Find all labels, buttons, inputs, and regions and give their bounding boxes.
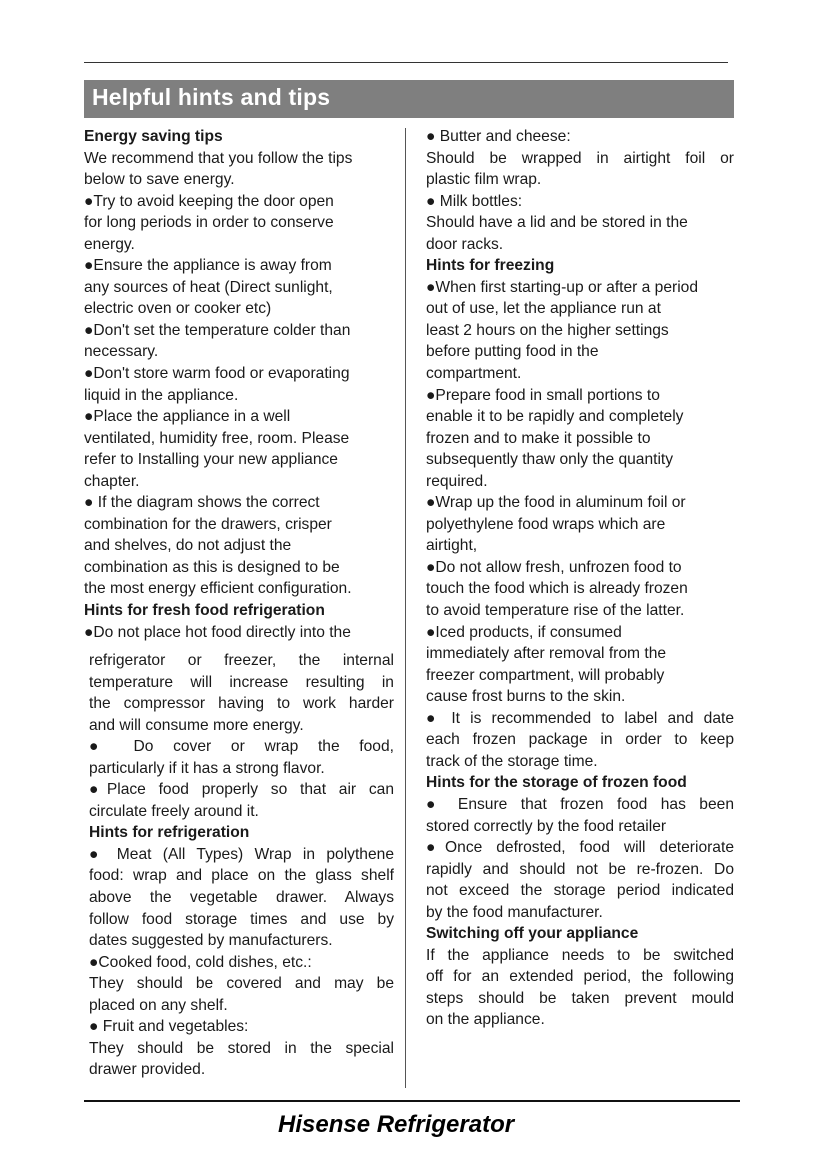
text-line: compartment. — [426, 365, 522, 383]
text-line: out of use, let the appliance run at — [426, 300, 661, 318]
text-line: not exceed the storage period indicated — [426, 882, 734, 900]
left-column-bottom — [89, 650, 394, 1081]
text-line: cause frost burns to the skin. — [426, 688, 626, 706]
footer-brand: Hisense Refrigerator — [278, 1111, 515, 1138]
text-line: chapter. — [84, 472, 140, 490]
text-line: door racks. — [426, 235, 504, 253]
text-line: ●Try to avoid keeping the door open — [84, 192, 334, 210]
text-line: ●Ensure the appliance is away from — [84, 257, 332, 275]
section-heading: Switching off your appliance — [426, 925, 639, 943]
section-heading: Hints for the storage of frozen food — [426, 774, 687, 792]
text-line: If the appliance needs to be switched — [426, 946, 734, 964]
section-banner — [84, 80, 734, 118]
text-line: dates suggested by manufacturers. — [89, 932, 333, 950]
column-divider — [405, 580, 406, 1088]
section-heading: Hints for refrigeration — [89, 824, 250, 842]
text-line: refer to Installing your new appliance — [84, 451, 338, 469]
bottom-rule — [84, 1100, 740, 1102]
text-line: steps should be taken prevent mould — [426, 989, 734, 1007]
text-line: ● Milk bottles: — [426, 192, 523, 210]
text-line: ●Don't store warm food or evaporating — [84, 365, 350, 383]
text-line: ●When first starting-up or after a period — [426, 278, 699, 296]
text-line: electric oven or cooker etc) — [84, 300, 272, 318]
text-line: They should be stored in the special — [89, 1039, 394, 1057]
text-line: We recommend that you follow the tips — [84, 149, 353, 167]
text-line: frozen and to make it possible to — [426, 429, 651, 447]
text-line: immediately after removal from the — [426, 645, 667, 663]
text-line: and will consume more energy. — [89, 716, 304, 734]
text-line: freezer compartment, will probably — [426, 666, 665, 684]
text-line: stored correctly by the food retailer — [426, 817, 667, 835]
text-line: food: wrap and place on the glass shelf — [89, 867, 394, 885]
text-line: on the appliance. — [426, 1011, 545, 1029]
text-line: before putting food in the — [426, 343, 599, 361]
text-line: rapidly and should not be re-frozen. Do — [426, 860, 734, 878]
text-line: ●Cooked food, cold dishes, etc.: — [89, 953, 312, 971]
text-line: track of the storage time. — [426, 752, 598, 770]
text-line: ● Meat (All Types) Wrap in polythene — [89, 845, 394, 863]
text-line: ● If the diagram shows the correct — [84, 494, 320, 512]
text-line: ● Fruit and vegetables: — [89, 1018, 249, 1036]
text-line: placed on any shelf. — [89, 996, 228, 1014]
text-line: ●Iced products, if consumed — [426, 623, 622, 641]
text-line: touch the food which is already frozen — [426, 580, 688, 598]
text-line: by the food manufacturer. — [426, 903, 603, 921]
text-line: temperature will increase resulting in — [89, 673, 394, 691]
text-line: circulate freely around it. — [89, 802, 259, 820]
text-line: ● Butter and cheese: — [426, 128, 571, 145]
text-line: enable it to be rapidly and completely — [426, 408, 684, 426]
text-line: below to save energy. — [84, 171, 235, 189]
text-line: drawer provided. — [89, 1061, 206, 1079]
text-line: above the vegetable drawer. Always — [89, 889, 394, 907]
text-line: ●Prepare food in small portions to — [426, 386, 660, 404]
page-title: Helpful hints and tips — [92, 84, 331, 110]
text-line: follow food storage times and use by — [89, 910, 394, 928]
text-line: necessary. — [84, 343, 159, 361]
text-line: subsequently thaw only the quantity — [426, 451, 674, 469]
text-line: refrigerator or freezer, the internal — [89, 652, 394, 669]
text-line: the most energy efficient configuration. — [84, 580, 352, 598]
text-line: ventilated, humidity free, room. Please — [84, 429, 350, 447]
section-heading: Hints for freezing — [426, 257, 555, 275]
text-line: ●Place food properly so that air can — [89, 781, 394, 799]
text-line: ●Do not place hot food directly into the — [84, 623, 351, 641]
text-line: ● Ensure that frozen food has been — [426, 795, 734, 813]
text-line: ●Wrap up the food in aluminum foil or — [426, 494, 686, 512]
text-line: any sources of heat (Direct sunlight, — [84, 278, 333, 296]
text-line: ●Don't set the temperature colder than — [84, 321, 351, 339]
text-line: to avoid temperature rise of the latter. — [426, 602, 685, 620]
text-line: Should have a lid and be stored in the — [426, 214, 688, 232]
text-line: They should be covered and may be — [89, 975, 394, 993]
column-divider — [405, 128, 406, 580]
text-line: particularly if it has a strong flavor. — [89, 759, 325, 777]
text-line: airtight, — [426, 537, 478, 555]
text-line: Should be wrapped in airtight foil or — [426, 149, 734, 167]
text-line: energy. — [84, 235, 135, 253]
text-line: least 2 hours on the higher settings — [426, 321, 669, 339]
text-line: ●Once defrosted, food will deteriorate — [426, 839, 734, 857]
text-line: ● It is recommended to label and date — [426, 709, 734, 727]
text-line: the compressor having to work harder — [89, 695, 394, 713]
text-line: plastic film wrap. — [426, 171, 542, 189]
text-line: combination as this is designed to be — [84, 558, 340, 576]
right-column — [426, 126, 734, 1031]
text-line: combination for the drawers, crisper — [84, 515, 332, 533]
text-line: and shelves, do not adjust the — [84, 537, 292, 555]
text-line: ●Place the appliance in a well — [84, 408, 291, 426]
section-heading: Energy saving tips — [84, 128, 223, 145]
text-line: for long periods in order to conserve — [84, 214, 334, 232]
top-rule — [84, 62, 728, 63]
text-line: required. — [426, 472, 488, 490]
text-line: ●Do not allow fresh, unfrozen food to — [426, 558, 682, 576]
text-line: off for an extended period, the following — [426, 968, 734, 986]
text-line: liquid in the appliance. — [84, 386, 239, 404]
text-line: ● Do cover or wrap the food, — [89, 738, 394, 756]
left-column-top — [84, 126, 388, 643]
text-line: each frozen package in order to keep — [426, 731, 734, 749]
section-heading: Hints for fresh food refrigeration — [84, 602, 325, 620]
text-line: polyethylene food wraps which are — [426, 515, 666, 533]
